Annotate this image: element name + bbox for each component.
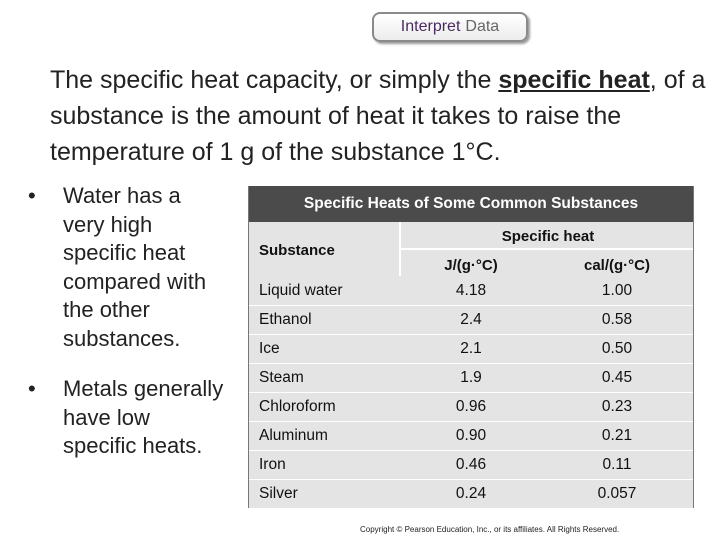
table-row (249, 276, 693, 305)
cell-substance: Liquid water (259, 282, 343, 299)
header-substance: Substance (259, 242, 335, 259)
table-row (249, 450, 693, 479)
table-row (249, 392, 693, 421)
intro-term-specific-heat: specific heat (498, 66, 650, 94)
cell-substance: Chloroform (259, 398, 336, 415)
cell-joules: 0.24 (455, 485, 487, 502)
table-row (249, 421, 693, 450)
cell-calories: 0.11 (602, 456, 632, 473)
cell-substance: Silver (259, 485, 298, 502)
specific-heats-table (248, 186, 694, 508)
copyright-notice: Copyright © Pearson Education, Inc., or its affiliates. All Rights Reserved. (360, 525, 620, 534)
cell-calories: 0.057 (597, 485, 637, 502)
intro-paragraph (50, 62, 710, 170)
bullet-dot: • (28, 376, 36, 401)
header-calories: cal/(g·°C) (584, 257, 650, 274)
bullet-list (28, 182, 228, 483)
cell-calories: 0.21 (601, 427, 633, 444)
table-header (249, 222, 693, 276)
cell-calories: 1.00 (601, 282, 633, 299)
cell-substance: Aluminum (259, 427, 328, 444)
bullet-item-metals (28, 375, 228, 461)
cell-joules: 0.96 (455, 398, 487, 415)
cell-joules: 2.4 (460, 311, 482, 328)
cell-joules: 4.18 (455, 282, 487, 299)
cell-joules: 0.90 (455, 427, 487, 444)
badge-word-data: Data (465, 18, 500, 35)
header-specific-heat: Specific heat (501, 228, 595, 245)
cell-joules: 1.9 (460, 369, 482, 386)
cell-joules: 0.46 (455, 456, 487, 473)
header-joules: J/(g·°C) (444, 257, 498, 274)
table-title: Specific Heats of Some Common Substances (249, 186, 693, 222)
bullet-text: Metals generally have low specific heats. (63, 376, 224, 458)
bullet-item-water (28, 182, 228, 353)
table-row (249, 363, 693, 392)
badge-word-interpret: Interpret (400, 18, 461, 35)
intro-text-after: , of a substance is the amount of heat it takes to raise the temperature of 1 g of the substance 1°C. (50, 66, 706, 166)
table-row (249, 305, 693, 334)
intro-text-before: The specific heat capacity, or simply the (50, 66, 499, 94)
cell-calories: 0.50 (601, 340, 633, 357)
cell-calories: 0.45 (601, 369, 633, 386)
cell-substance: Steam (259, 369, 304, 386)
bullet-dot: • (28, 183, 36, 208)
cell-substance: Ethanol (259, 311, 312, 328)
table-row (249, 334, 693, 363)
interpret-data-badge (372, 12, 528, 42)
cell-substance: Ice (259, 340, 280, 357)
cell-calories: 0.58 (601, 311, 633, 328)
header-divider (401, 248, 693, 250)
cell-substance: Iron (259, 456, 286, 473)
cell-joules: 2.1 (460, 340, 482, 357)
bullet-text: Water has a very high specific heat compared with the other substances. (63, 183, 207, 351)
cell-calories: 0.23 (601, 398, 633, 415)
table-row (249, 479, 693, 508)
